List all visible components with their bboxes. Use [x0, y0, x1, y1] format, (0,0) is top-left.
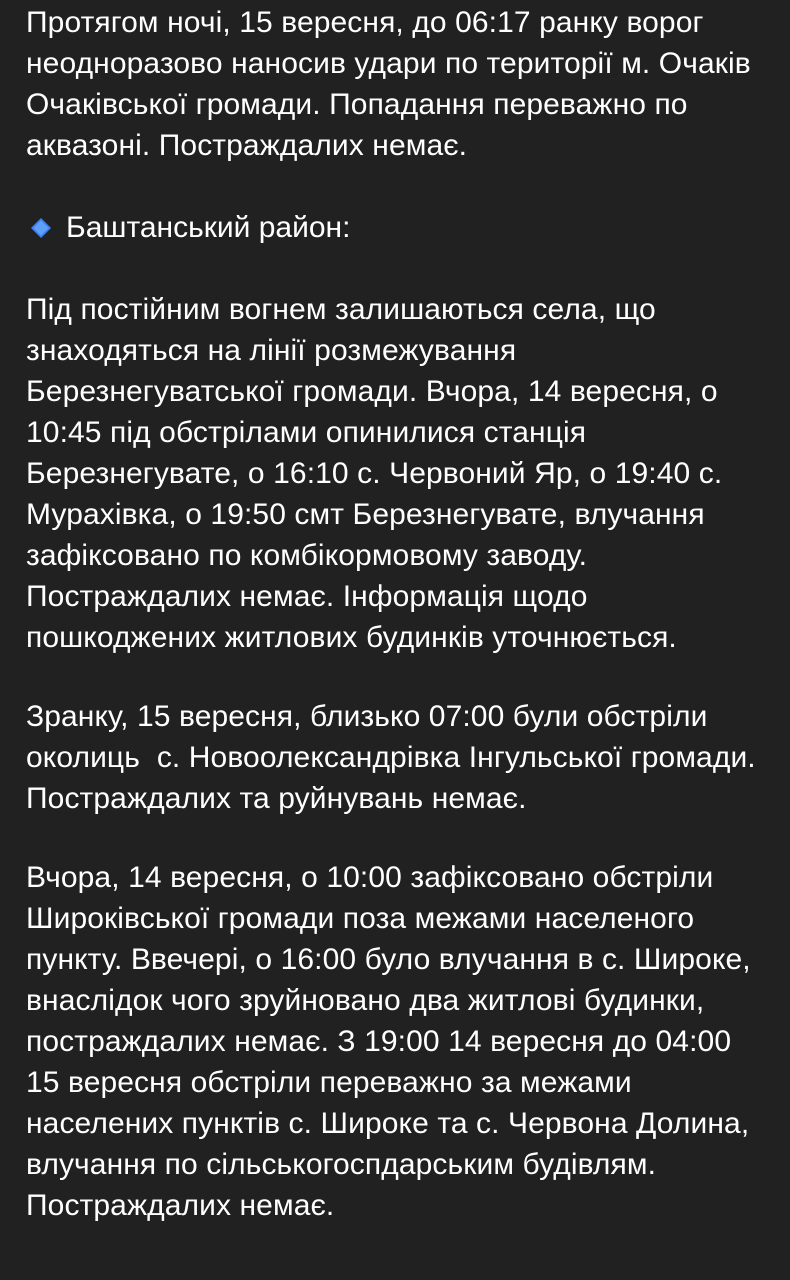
- heading-bashtanskyi-label: Баштанський район:: [66, 211, 351, 244]
- paragraph-ochakiv: Протягом ночі, 15 вересня, до 06:17 ранку ворог неодноразово наносив удари по території м. Очаків Очаківської громади. Попадання переважно по аквазоні. Постраждалих немає.: [26, 6, 760, 162]
- heading-bashtanskyi: [26, 207, 764, 248]
- heading-spacer: [26, 248, 764, 289]
- paragraph-spacer-3: [26, 819, 764, 857]
- paragraph-bereznehuvate: Під постійним вогнем залишаються села, що знаходяться на лінії розмежування Березнегуватської громади. Вчора, 14 вересня, о 10:45 під обстрілами опинилися станція Березнегувате, о 16:10 с. Червоний Яр, о 19:40 с. Мурахівка, о 19:50 смт Березнегувате, влучання зафіксовано по комбікормовому заводу. Постраждалих немає. Інформація щодо пошкоджених житлових будинків уточнюється.: [26, 293, 731, 654]
- paragraph-novooleksandrivka: Зранку, 15 вересня, близько 07:00 були обстріли околиць с. Новоолександрівка Інгульської громади. Постраждалих та руйнувань немає.: [26, 700, 765, 815]
- paragraph-shyrokivska: Вчора, 14 вересня, о 10:00 зафіксовано обстріли Широківської громади поза межами населеного пункту. Ввечері, о 16:00 було влучання в с. Широке, внаслідок чого зруйновано два житлові будинки, постраждалих немає. З 19:00 14 вересня до 04:00 15 вересня обстріли переважно за межами населених пунктів с. Широке та с. Червона Долина, влучання по сільськогоспдарським будівлям. Постраждалих немає.: [26, 861, 760, 1222]
- blue-diamond-icon: [26, 207, 56, 248]
- paragraph-spacer: [26, 166, 764, 207]
- paragraph-spacer-2: [26, 658, 764, 696]
